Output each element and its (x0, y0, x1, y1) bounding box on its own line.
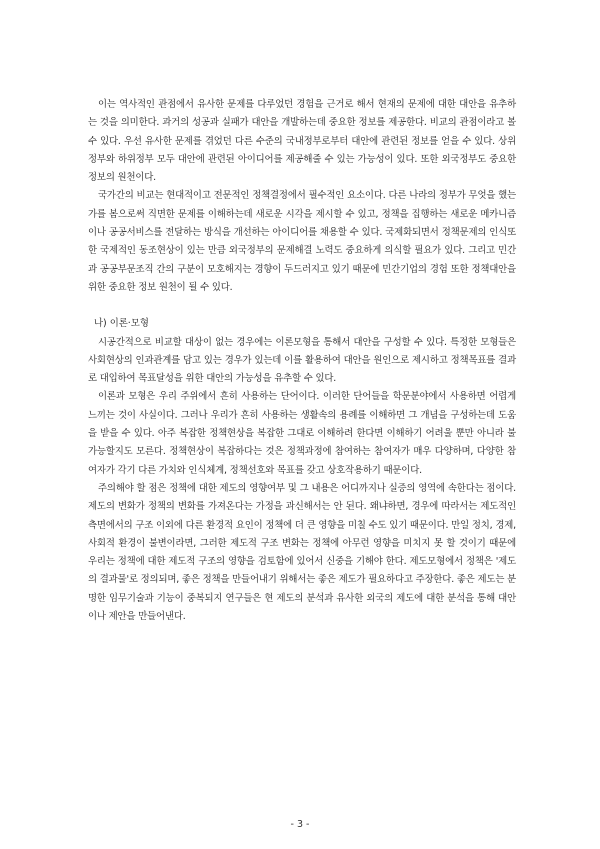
body-paragraph: 이는 역사적인 관점에서 유사한 문제를 다루었던 경험을 근거로 해서 현재의 문제에 대한 대안을 유추하는 것을 의미한다. 과거의 성공과 실패가 대안을 개발하는데 중요한 정보를 제공한다. 비교의 관점이라고 볼 수 있다. 우선 유사한 문제를 겪었던 다른 수준의 국내정부로부터 대안에 관련된 정보를 얻을 수 있다. 상위정부와 하위정부 모두 대안에 관련된 아이디어를 제공해줄 수 있는 가능성이 있다. 또한 외국정부도 중요한 정보의 원천이다. (88, 99, 516, 184)
page-body (88, 96, 516, 626)
body-paragraph: 이론과 모형은 우리 주위에서 흔히 사용하는 단어이다. 이러한 단어들을 학문분야에서 사용하면 어렵게 느끼는 것이 사실이다. 그러나 우리가 흔히 사용하는 생활속의 용례를 이해하면 그 개념을 구성하는데 도움을 받을 수 있다. 아주 복잡한 정책현상을 복잡한 그대로 이해하려 한다면 이해하기 어려울 뿐만 아니라 불가능할지도 모른다. 정책현상이 복잡하다는 것은 정책과정에 참여하는 참여자가 매우 다양하며, 다양한 참여자가 각기 다른 가치와 인식체계, 정책선호와 목표를 갖고 상호작용하기 때문이다. (88, 391, 516, 476)
body-paragraph: 주의해야 할 점은 정책에 대한 제도의 영향여부 및 그 내용은 어디까지나 실증의 영역에 속한다는 점이다. 제도의 변화가 정책의 변화를 가져온다는 가정을 과신해서는 안 된다. 왜냐하면, 경우에 따라서는 제도적인 측면에서의 구조 이외에 다른 환경적 요인이 정책에 더 큰 영향을 미칠 수도 있기 때문이다. 만일 정치, 경제, 사회적 환경이 불변이라면, 그러한 제도적 구조 변화는 정책에 아무런 영향을 미치지 못 할 것이기 때문에 우리는 정책에 대한 제도적 구조의 영향을 검토함에 있어서 신중을 기해야 한다. 제도모형에서 정책은 '제도의 결과물'로 정의되며, 좋은 정책을 만들어내기 위해서는 좋은 제도가 필요하다고 주장한다. 좋은 제도는 분명한 임무기술과 기능이 중복되지 연구들은 현 제도의 분석과 유사한 외국의 제도에 대한 분석을 통해 대안이나 제안을 만들어낸다. (88, 482, 516, 623)
page-number: - 3 - (290, 819, 310, 830)
paragraph-gap (88, 297, 516, 315)
body-paragraph: 국가간의 비교는 현대적이고 전문적인 정책결정에서 필수적인 요소이다. 다른 나라의 정부가 무엇을 했는가를 봄으로써 직면한 문제를 이해하는데 새로운 시각을 제시할 수 있고, 정책을 집행하는 새로운 메카니즘이나 공공서비스를 전달하는 방식을 개선하는 아이디어를 채용할 수 있다. 국제화되면서 정책문제의 인식또한 국제적인 동조현상이 있는 만큼 외국정부의 문제해결 노력도 중요하게 의식할 필요가 있다. 그리고 민간과 공공부문조직 간의 구분이 모호해지는 경향이 두드러지고 있기 때문에 민간기업의 경험 또한 정책대안을 위한 중요한 정보 원천이 될 수 있다. (88, 190, 516, 293)
section-heading: 나) 이론·모형 (94, 318, 149, 330)
body-paragraph: 시공간적으로 비교할 대상이 없는 경우에는 이론모형을 통해서 대안을 구성할 수 있다. 특정한 모형들은 사회현상의 인과관계를 담고 있는 경우가 있는데 이를 활용하여 대안을 원인으로 제시하고 정책목표를 결과로 대입하여 목표달성을 위한 대안의 가능성을 유추할 수 있다. (88, 336, 516, 385)
